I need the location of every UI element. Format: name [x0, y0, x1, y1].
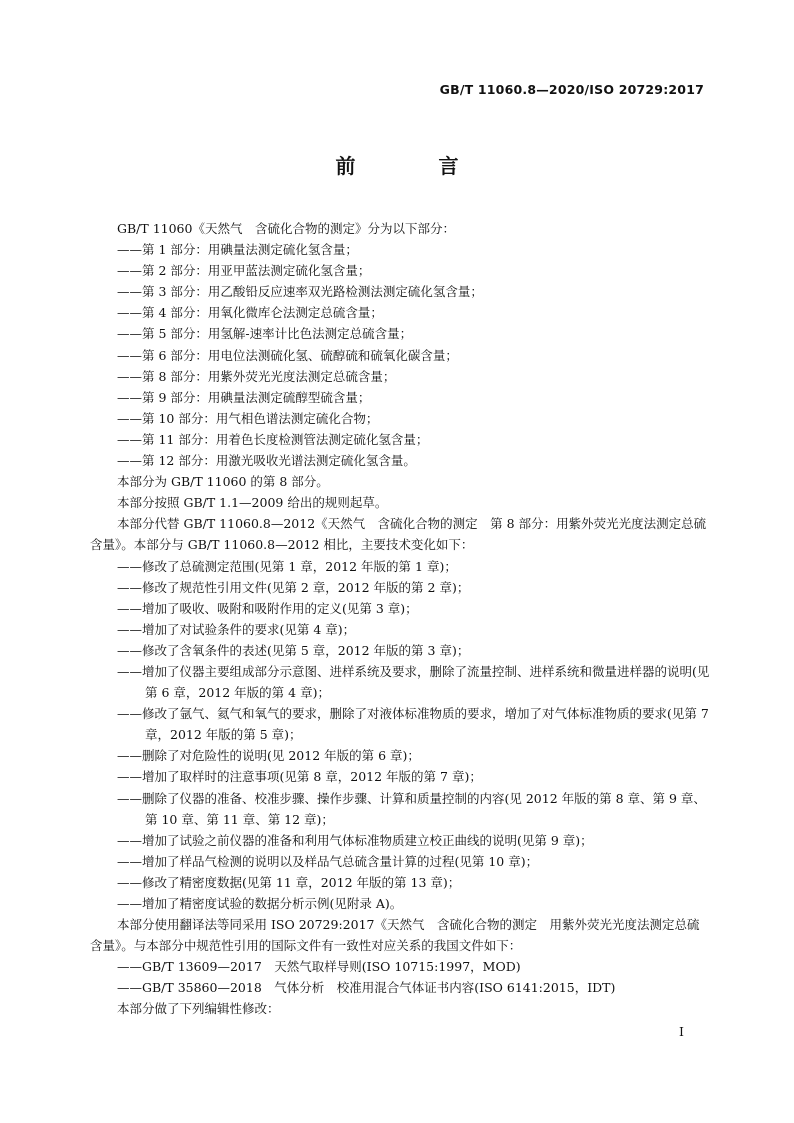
- paragraph: GB/T 11060《天然气 含硫化合物的测定》分为以下部分：: [117, 221, 455, 236]
- list-item: ——修改了含氧条件的表述(见第 5 章，2012 年版的第 3 章)；: [117, 642, 470, 658]
- list-item: ——第 8 部分：用紫外荧光光度法测定总硫含量；: [117, 368, 396, 384]
- page-title: 前 言: [335, 154, 497, 178]
- list-item: ——增加了对试验条件的要求(见第 4 章)；: [117, 621, 356, 637]
- list-item: ——删除了对危险性的说明(见 2012 年版的第 6 章)；: [117, 748, 420, 764]
- list-item: ——增加了仪器主要组成部分示意图、进样系统及要求，删除了流量控制、进样系统和微量进样器的说明(见第 6 章，2012 年版的第 4 章)；: [117, 663, 710, 701]
- list-item: ——第 6 部分：用电位法测硫化氢、硫醇硫和硫氧化碳含量；: [117, 347, 458, 363]
- paragraph: 本部分使用翻译法等同采用 ISO 20729:2017《天然气 含硫化合物的测定 用紫外荧光光度法测定总硫含量》。与本部分中规范性引用的国际文件有一致性对应关系的我国文件如下：: [90, 917, 700, 954]
- list-item: ——增加了精密度试验的数据分析示例(见附录 A)。: [117, 896, 403, 911]
- list-item: ——修改了规范性引用文件(见第 2 章，2012 年版的第 2 章)；: [117, 579, 470, 595]
- list-item: ——修改了总硫测定范围(见第 1 章，2012 年版的第 1 章)；: [117, 558, 457, 574]
- list-item: ——第 5 部分：用氢解-速率计比色法测定总硫含量；: [117, 326, 413, 342]
- paragraph: 本部分代替 GB/T 11060.8—2012《天然气 含硫化合物的测定 第 8 部分：用紫外荧光光度法测定总硫含量》。本部分与 GB/T 11060.8—2012 相比，主要技术变化如下：: [90, 516, 707, 553]
- list-item: ——第 2 部分：用亚甲蓝法测定硫化氢含量；: [117, 263, 371, 279]
- list-item: ——第 9 部分：用碘量法测定硫醇型硫含量；: [117, 389, 371, 405]
- list-item: ——修改了精密度数据(见第 11 章，2012 年版的第 13 章)；: [117, 874, 461, 890]
- list-item: ——增加了吸收、吸附和吸附作用的定义(见第 3 章)；: [117, 600, 418, 616]
- list-item: ——第 11 部分：用着色长度检测管法测定硫化氢含量；: [117, 431, 429, 447]
- list-item: ——第 12 部分：用激光吸收光谱法测定硫化氢含量。: [117, 453, 416, 469]
- page-number: I: [679, 1024, 684, 1039]
- paragraph: 本部分按照 GB/T 1.1—2009 给出的规则起草。: [117, 495, 388, 511]
- list-item: ——第 1 部分：用碘量法测定硫化氢含量；: [117, 242, 358, 258]
- list-item: ——第 3 部分：用乙酸铅反应速率双光路检测法测定硫化氢含量；: [117, 284, 483, 300]
- list-item: ——GB/T 35860—2018 气体分析 校准用混合气体证书内容(ISO 6141:2015，IDT): [117, 980, 616, 996]
- list-item: ——修改了氩气、氦气和氧气的要求，删除了对液体标准物质的要求，增加了对气体标准物质的要求(见第 7 章，2012 年版的第 5 章)；: [117, 706, 709, 743]
- foreword-body: [90, 218, 710, 1020]
- list-item: ——增加了样品气检测的说明以及样品气总硫含量计算的过程(见第 10 章)；: [117, 853, 539, 869]
- list-item: ——GB/T 13609—2017 天然气取样导则(ISO 10715:1997，MOD): [117, 959, 521, 975]
- paragraph: 本部分做了下列编辑性修改：: [117, 1001, 280, 1017]
- paragraph: 本部分为 GB/T 11060 的第 8 部分。: [117, 474, 329, 490]
- list-item: ——增加了试验之前仪器的准备和利用气体标准物质建立校正曲线的说明(见第 9 章)；: [117, 832, 593, 848]
- list-item: ——第 10 部分：用气相色谱法测定硫化合物；: [117, 410, 379, 426]
- list-item: ——增加了取样时的注意事项(见第 8 章，2012 年版的第 7 章)；: [117, 769, 482, 785]
- list-item: ——第 4 部分：用氧化微库仑法测定总硫含量；: [117, 305, 383, 321]
- list-item: ——删除了仪器的准备、校准步骤、操作步骤、计算和质量控制的内容(见 2012 年版的第 8 章、第 9 章、第 10 章、第 11 章、第 12 章)；: [117, 790, 706, 827]
- standard-code: GB/T 11060.8—2020/ISO 20729:2017: [439, 82, 704, 97]
